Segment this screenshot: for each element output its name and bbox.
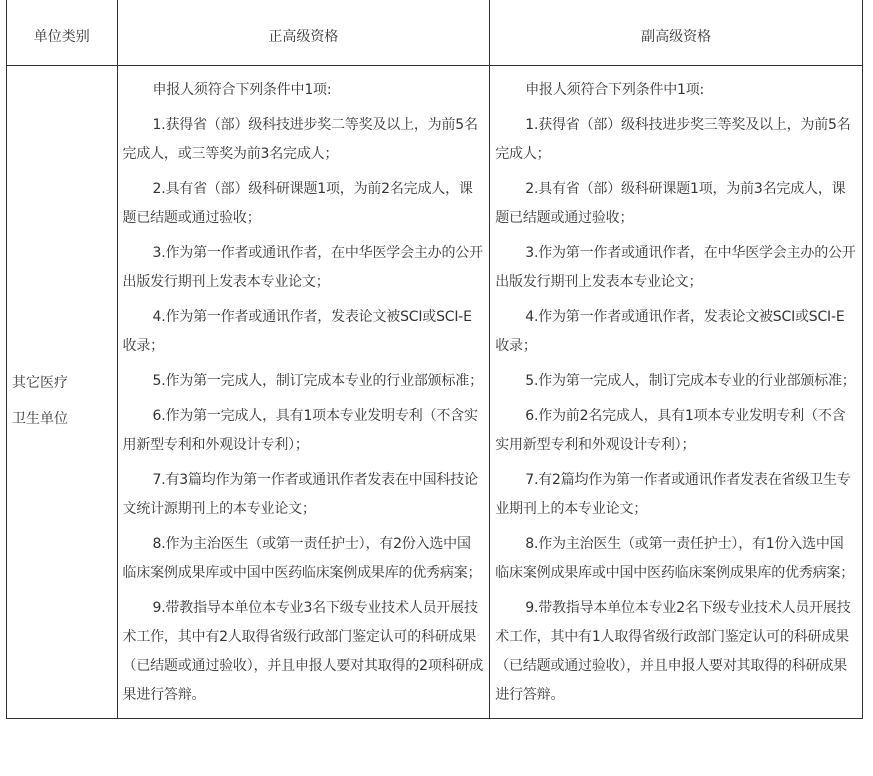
senior-condition-2: 2.具有省（部）级科研课题1项，为前2名完成人，课题已结题或通过验收； [122, 181, 473, 226]
header-unit-category: 单位类别 [7, 0, 118, 66]
header-deputy-senior-qualification: 副高级资格 [490, 0, 863, 66]
table-header-row [7, 0, 863, 66]
senior-conditions-cell [117, 66, 490, 719]
deputy-conditions-cell [490, 66, 863, 719]
senior-condition-8: 8.作为主治医生（或第一责任护士），有2份入选中国临床案例成果库或中国中医药临床案例成果库的优秀病案； [122, 536, 482, 581]
senior-condition-6: 6.作为第一完成人，具有1项本专业发明专利（不含实用新型专利和外观设计专利）； [122, 408, 478, 453]
senior-condition-3: 3.作为第一作者或通讯作者，在中华医学会主办的公开出版发行期刊上发表本专业论文； [122, 245, 483, 290]
deputy-condition-2: 2.具有省（部）级科研课题1项，为前3名完成人，课题已结题或通过验收； [495, 181, 846, 226]
senior-condition-9: 9.带教指导本单位本专业3名下级专业技术人员开展技术工作，其中有2人取得省级行政部门鉴定认可的科研成果（已结题或通过验收），并且申报人要对其取得的2项科研成果进行答辩。 [122, 600, 484, 703]
senior-intro: 申报人须符合下列条件中1项: [152, 82, 332, 98]
senior-condition-4: 4.作为第一作者或通讯作者，发表论文被SCI或SCI-E收录； [122, 309, 472, 354]
deputy-condition-6: 6.作为前2名完成人，具有1项本专业发明专利（不含实用新型专利和外观设计专利）； [495, 408, 846, 453]
deputy-condition-9: 9.带教指导本单位本专业2名下级专业技术人员开展技术工作，其中有1人取得省级行政部门鉴定认可的科研成果（已结题或通过验收），并且申报人要对其取得的科研成果进行答辩。 [495, 600, 851, 703]
header-senior-qualification: 正高级资格 [117, 0, 490, 66]
deputy-intro: 申报人须符合下列条件中1项: [525, 82, 705, 98]
deputy-condition-5: 5.作为第一完成人，制订完成本专业的行业部颁标准； [525, 373, 856, 389]
deputy-condition-8: 8.作为主治医生（或第一责任护士），有1份入选中国临床案例成果库或中国中医药临床案例成果库的优秀病案； [495, 536, 855, 581]
senior-condition-7: 7.有3篇均作为第一作者或通讯作者发表在中国科技论文统计源期刊上的本专业论文； [122, 472, 478, 517]
category-line-1: 其它医疗 [12, 374, 68, 391]
category-line-2: 卫生单位 [12, 410, 68, 427]
unit-category-cell [7, 66, 118, 719]
senior-condition-5: 5.作为第一完成人，制订完成本专业的行业部颁标准； [152, 373, 483, 389]
deputy-condition-3: 3.作为第一作者或通讯作者，在中华医学会主办的公开出版发行期刊上发表本专业论文； [495, 245, 856, 290]
senior-condition-1: 1.获得省（部）级科技进步奖二等奖及以上，为前5名完成人，或三等奖为前3名完成人； [122, 117, 478, 162]
deputy-condition-4: 4.作为第一作者或通讯作者，发表论文被SCI或SCI-E收录； [495, 309, 845, 354]
deputy-condition-1: 1.获得省（部）级科技进步奖三等奖及以上，为前5名完成人； [495, 117, 851, 162]
deputy-condition-7: 7.有2篇均作为第一作者或通讯作者发表在省级卫生专业期刊上的本专业论文； [495, 472, 851, 517]
qualification-table [6, 0, 863, 719]
table-row [7, 66, 863, 719]
